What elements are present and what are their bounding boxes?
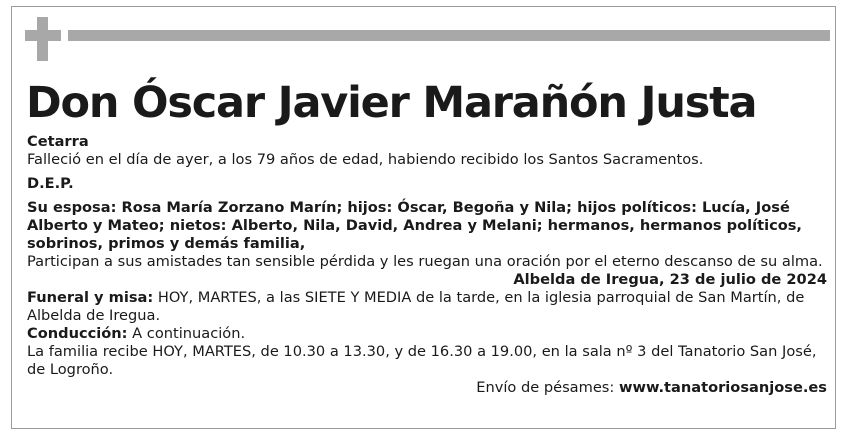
funeral-text: HOY, MARTES, a las SIETE Y MEDIA de la tarde, en la iglesia parroquial de San Martín, de Albelda de Iregua. <box>27 289 805 324</box>
visitation-info: La familia recibe HOY, MARTES, de 10.30 a 13.30, y de 16.30 a 19.00, en la sala nº 3 del Tanatorio San José, de Logroño. <box>27 343 817 378</box>
dep-label: D.E.P. <box>27 175 74 192</box>
deceased-name: Don Óscar Javier Marañón Justa <box>26 78 757 128</box>
conduccion-label: Conducción: <box>27 325 128 342</box>
place-and-date: Albelda de Iregua, 23 de julio de 2024 <box>513 271 827 288</box>
condolences-link[interactable]: www.tanatoriosanjose.es <box>618 379 827 396</box>
obituary-body <box>27 133 827 397</box>
place-of-origin: Cetarra <box>27 133 89 150</box>
conduccion-text: A continuación. <box>132 325 246 342</box>
condolences-label: Envío de pésames: <box>476 379 615 396</box>
conduccion-info <box>27 325 827 343</box>
funeral-label: Funeral y misa: <box>27 289 154 306</box>
header-rule <box>68 30 830 41</box>
condolences-info <box>27 379 827 397</box>
obituary-card <box>11 6 836 429</box>
death-notice: Falleció en el día de ayer, a los 79 años de edad, habiendo recibido los Santos Sacramentos. <box>27 151 704 168</box>
funeral-info <box>27 289 827 325</box>
cross-icon <box>25 17 61 61</box>
prayer-request: Participan a sus amistades tan sensible pérdida y les ruegan una oración por el eterno descanso de su alma. <box>27 253 823 270</box>
family-list: Su esposa: Rosa María Zorzano Marín; hijos: Óscar, Begoña y Nila; hijos políticos: Lucía, José Alberto y Mateo; nietos: Alberto, Nila, David, Andrea y Melani; hermanos, hermanos políticos, sobrinos, primos y demás familia, <box>27 199 802 252</box>
